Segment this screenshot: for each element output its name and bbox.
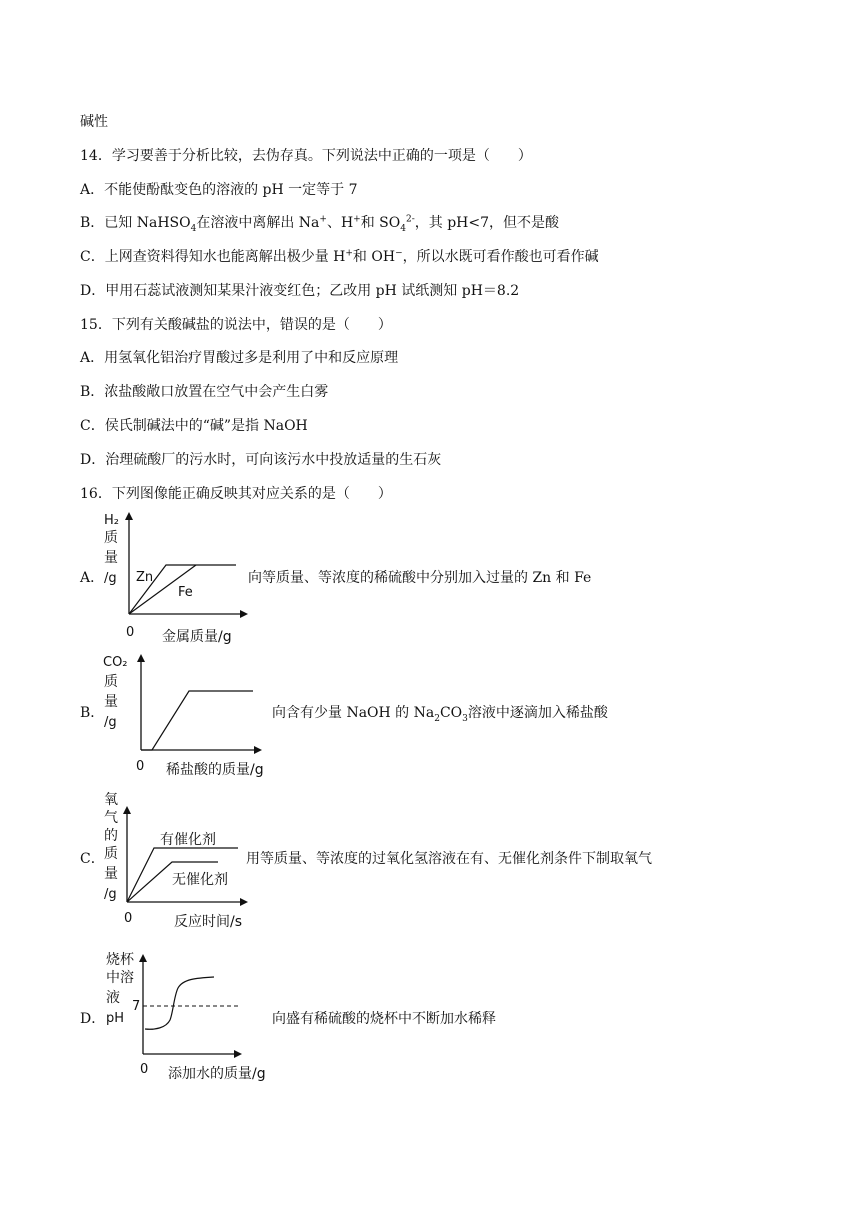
q14-option-a: A．不能使酚酞变色的溶液的 pH 一定等于 7 [80, 182, 358, 198]
q15-option-b: B．浓盐酸敞口放置在空气中会产生白雾 [80, 384, 329, 400]
graph-d-ylabel-2: 中溶 [106, 970, 134, 986]
q16-option-b-desc: 向含有少量 NaOH 的 $Na_2CO_3$溶液中逐滴加入稀盐酸 [272, 705, 608, 724]
graph-a-xlabel: 金属质量/g [162, 629, 232, 645]
graph-a-fe-label: Fe [178, 585, 193, 600]
graph-a-y-arrow [125, 512, 133, 520]
graph-c-ylabel-6: /g [104, 887, 117, 902]
graph-a-ylabel-top: H₂ [104, 513, 119, 528]
q15-option-a: A．用氢氧化铝治疗胃酸过多是利用了中和反应原理 [80, 350, 399, 366]
graph-c-catalyst-label: 有催化剂 [160, 832, 216, 848]
q16-graph-a [100, 510, 260, 648]
graph-b-xlabel: 稀盐酸的质量/g [166, 762, 264, 778]
graph-c-no-catalyst-label: 无催化剂 [172, 872, 228, 888]
q16-option-c-desc: 用等质量、等浓度的过氧化氢溶液在有、无催化剂条件下制取氧气 [246, 851, 652, 867]
graph-c-origin: 0 [124, 911, 133, 926]
graph-b-ylabel-3: /g [104, 715, 117, 730]
graph-a-zn-label: Zn [136, 570, 154, 585]
q15-stem: 15．下列有关酸碱盐的说法中，错误的是（ ） [80, 317, 392, 333]
graph-d-y-arrow [139, 954, 147, 962]
graph-a-ylabel-1: 质 [104, 530, 118, 546]
graph-b-x-arrow [254, 746, 262, 754]
graph-a-ylabel-3: /g [104, 571, 117, 586]
q15-option-c: C．侯氏制碱法中的“碱”是指 NaOH [80, 418, 308, 434]
graph-b-origin: 0 [136, 759, 145, 774]
q14-option-c: C．上网查资料得知水也能离解出极少量 H+和 OH−，所以水既可看作酸也可看作碱 [80, 248, 599, 265]
q16-option-d-desc: 向盛有稀硫酸的烧杯中不断加水稀释 [272, 1011, 496, 1027]
graph-a-ylabel-2: 量 [104, 550, 118, 566]
graph-d-ylabel-3: 液 [106, 990, 120, 1006]
q16-graph-d [100, 946, 290, 1086]
q15-option-d: D．治理硫酸厂的污水时，可向该污水中投放适量的生石灰 [80, 452, 442, 468]
q16-option-d-label: D． [80, 1011, 106, 1027]
graph-c-x-arrow [240, 898, 248, 906]
graph-a-origin: 0 [126, 625, 135, 640]
q14-stem: 14．学习要善于分析比较，去伪存真。下列说法中正确的一项是（ ） [80, 148, 532, 164]
graph-b-ylabel-1: 质 [104, 674, 118, 690]
q16-option-c-label: C． [80, 851, 105, 867]
graph-b-ylabel-2: 量 [104, 694, 118, 710]
graph-d-xlabel: 添加水的质量/g [168, 1066, 266, 1082]
q16-graph-c [100, 788, 260, 930]
q16-option-b-label: B． [80, 705, 105, 721]
graph-d-ph-curve [145, 977, 214, 1029]
graph-c-y-arrow [123, 806, 131, 814]
graph-d-ylabel-4: pH [106, 1011, 125, 1026]
previous-answer-tail: 碱性 [80, 114, 108, 130]
graph-d-origin: 0 [140, 1062, 149, 1077]
q16-graph-b [100, 652, 280, 780]
graph-a-x-arrow [240, 610, 248, 618]
graph-c-xlabel: 反应时间/s [174, 914, 243, 930]
q14-option-d: D．甲用石蕊试液测知某果汁液变红色；乙改用 pH 试纸测知 pH＝8.2 [80, 283, 520, 299]
graph-d-reference-label: 7 [132, 999, 141, 1014]
q16-option-a-label: A． [80, 570, 105, 586]
graph-c-ylabel-4: 质 [104, 846, 118, 862]
graph-d-x-arrow [234, 1050, 242, 1058]
graph-b-ylabel-top: CO₂ [103, 655, 128, 670]
graph-c-ylabel-2: 气 [104, 810, 118, 826]
graph-c-ylabel-1: 氧 [104, 792, 118, 808]
graph-b-y-arrow [137, 654, 145, 662]
graph-c-ylabel-3: 的 [104, 828, 118, 844]
graph-b-co2-line [141, 691, 253, 750]
graph-d-ylabel-1: 烧杯 [106, 952, 134, 968]
q16-stem: 16．下列图像能正确反映其对应关系的是（ ） [80, 486, 392, 502]
q16-option-a-desc: 向等质量、等浓度的稀硫酸中分别加入过量的 Zn 和 Fe [248, 570, 592, 586]
graph-c-ylabel-5: 量 [104, 866, 118, 882]
q14-option-b: B．已知 NaHSO$_4$在溶液中离解出 Na+、H+和 $SO_4^{2-}$，其 pH<7，但不是酸 [80, 214, 560, 234]
